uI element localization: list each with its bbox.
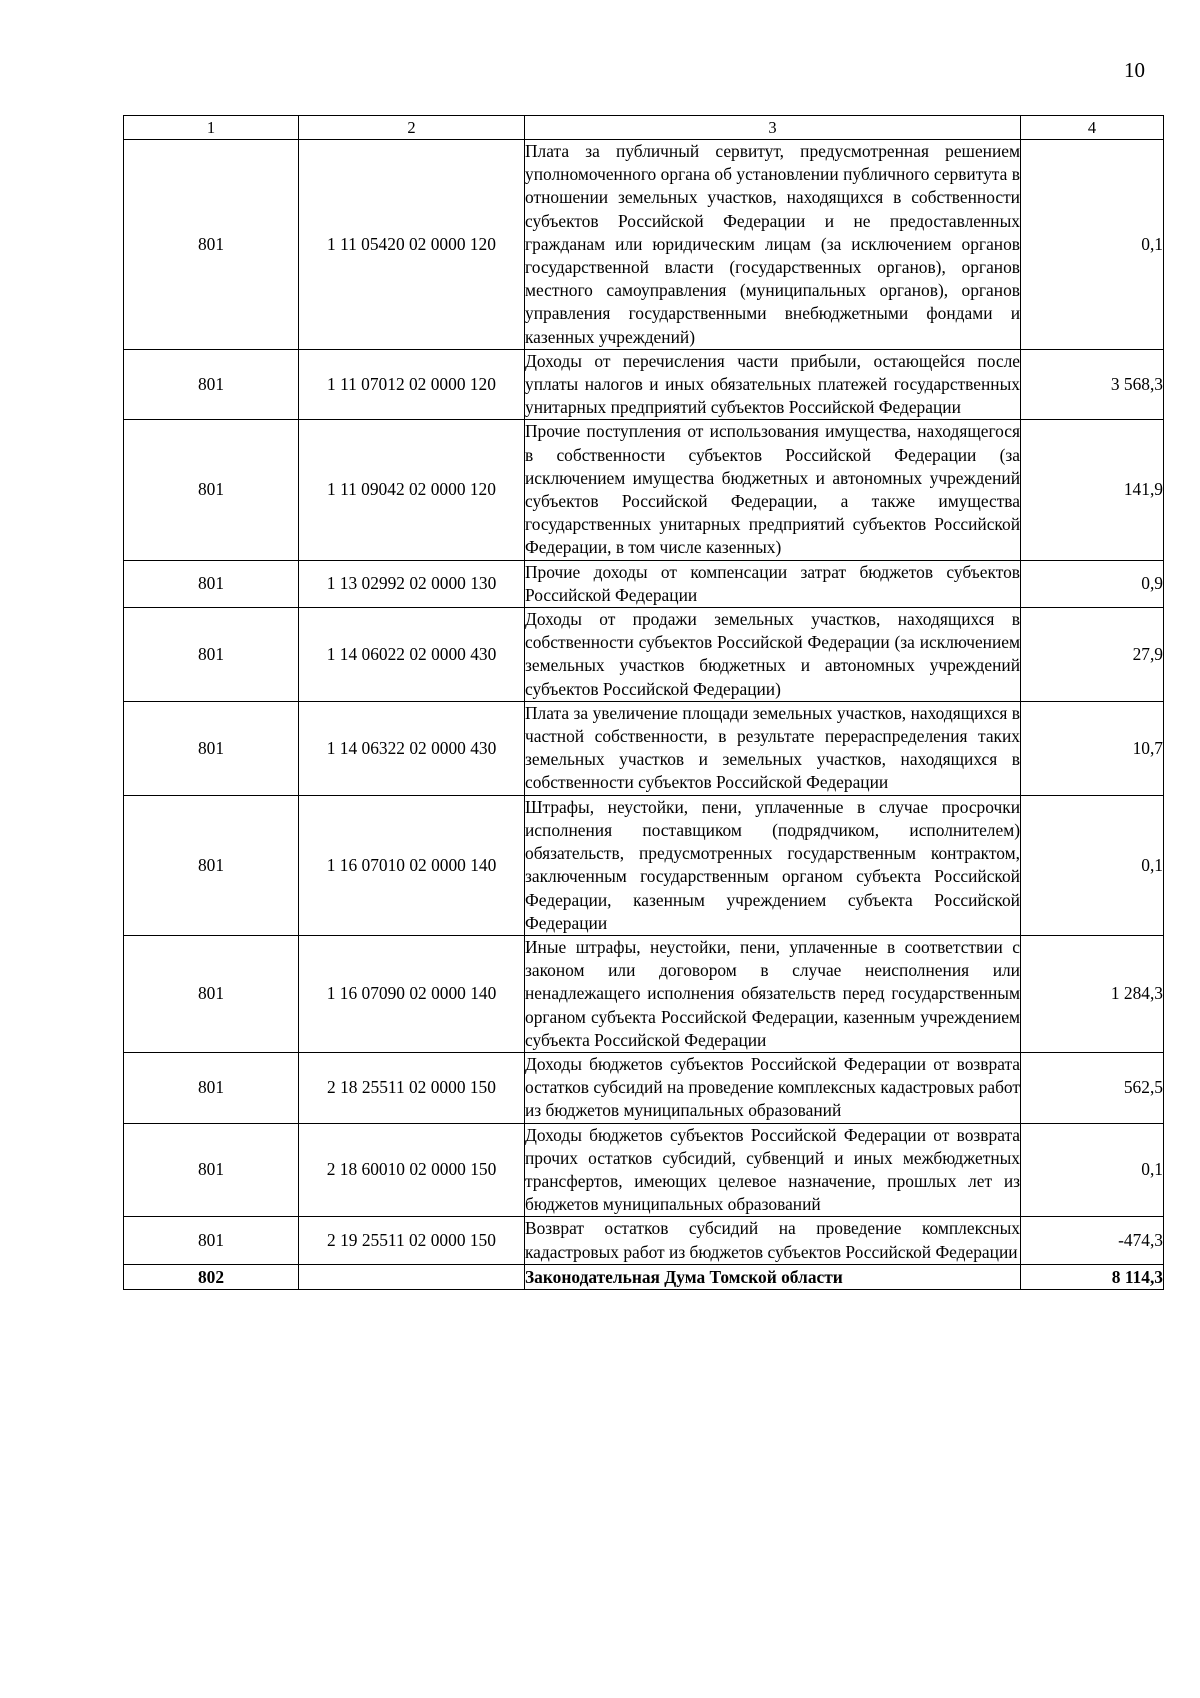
revenue-name-cell: Доходы от продажи земельных участков, находящихся в собственности субъектов Российской Федерации (за исключением земельных участков бюджетных и автономных учреждений субъектов Российской Федерации) [525, 608, 1021, 702]
amount-cell: 10,7 [1021, 701, 1164, 795]
amount-cell: 141,9 [1021, 420, 1164, 560]
budget-code-cell: 1 13 02992 02 0000 130 [299, 560, 525, 607]
amount-cell: 0,1 [1021, 1123, 1164, 1217]
budget-code-cell: 2 18 60010 02 0000 150 [299, 1123, 525, 1217]
amount-cell: 0,1 [1021, 140, 1164, 350]
total-admin-code-cell: 802 [124, 1264, 299, 1289]
admin-code-cell: 801 [124, 140, 299, 350]
column-header-1: 1 [124, 116, 299, 140]
admin-code-cell: 801 [124, 608, 299, 702]
column-header-4: 4 [1021, 116, 1164, 140]
amount-cell: 0,9 [1021, 560, 1164, 607]
page-number: 10 [1124, 58, 1145, 82]
table-row [124, 560, 1164, 607]
column-header-2: 2 [299, 116, 525, 140]
table-row [124, 1052, 1164, 1123]
budget-code-cell: 2 19 25511 02 0000 150 [299, 1217, 525, 1264]
amount-cell: 27,9 [1021, 608, 1164, 702]
table-row [124, 1123, 1164, 1217]
admin-code-cell: 801 [124, 1123, 299, 1217]
revenue-name-cell: Плата за публичный сервитут, предусмотренная решением уполномоченного органа об установлении публичного сервитута в отношении земельных участков, находящихся в собственности субъектов Российской Федерации и не предоставленных гражданам или юридическим лицам (за исключением органов государственной власти (государственных органов), органов местного самоуправления (муниципальных органов), органов управления государственными внебюджетными фондами и казенных учреждений) [525, 140, 1021, 350]
table-row [124, 140, 1164, 350]
table-row [124, 608, 1164, 702]
total-row [124, 1264, 1164, 1289]
revenue-name-cell: Возврат остатков субсидий на проведение комплексных кадастровых работ из бюджетов субъектов Российской Федерации [525, 1217, 1021, 1264]
total-name-cell: Законодательная Дума Томской области [525, 1264, 1021, 1289]
budget-code-cell: 1 11 07012 02 0000 120 [299, 349, 525, 420]
amount-cell: 562,5 [1021, 1052, 1164, 1123]
revenue-name-cell: Плата за увеличение площади земельных участков, находящихся в частной собственности, в результате перераспределения таких земельных участков и земельных участков, находящихся в собственности субъектов Российской Федерации [525, 701, 1021, 795]
table-row [124, 349, 1164, 420]
amount-cell: 0,1 [1021, 795, 1164, 935]
admin-code-cell: 801 [124, 935, 299, 1052]
admin-code-cell: 801 [124, 795, 299, 935]
table-row [124, 935, 1164, 1052]
column-header-3: 3 [525, 116, 1021, 140]
table-row [124, 420, 1164, 560]
budget-code-cell: 1 14 06022 02 0000 430 [299, 608, 525, 702]
budget-code-cell: 1 11 05420 02 0000 120 [299, 140, 525, 350]
budget-code-cell: 1 16 07010 02 0000 140 [299, 795, 525, 935]
revenue-name-cell: Доходы от перечисления части прибыли, остающейся после уплаты налогов и иных обязательных платежей государственных унитарных предприятий субъектов Российской Федерации [525, 349, 1021, 420]
table-row [124, 701, 1164, 795]
amount-cell: -474,3 [1021, 1217, 1164, 1264]
table-header-row [124, 116, 1164, 140]
admin-code-cell: 801 [124, 420, 299, 560]
revenue-name-cell: Доходы бюджетов субъектов Российской Федерации от возврата прочих остатков субсидий, субвенций и иных межбюджетных трансфертов, имеющих целевое назначение, прошлых лет из бюджетов муниципальных образований [525, 1123, 1021, 1217]
admin-code-cell: 801 [124, 560, 299, 607]
amount-cell: 1 284,3 [1021, 935, 1164, 1052]
admin-code-cell: 801 [124, 1217, 299, 1264]
revenue-name-cell: Доходы бюджетов субъектов Российской Федерации от возврата остатков субсидий на проведение комплексных кадастровых работ из бюджетов муниципальных образований [525, 1052, 1021, 1123]
budget-code-cell: 1 16 07090 02 0000 140 [299, 935, 525, 1052]
table-row [124, 795, 1164, 935]
table-row [124, 1217, 1164, 1264]
admin-code-cell: 801 [124, 349, 299, 420]
admin-code-cell: 801 [124, 1052, 299, 1123]
revenue-name-cell: Штрафы, неустойки, пени, уплаченные в случае просрочки исполнения поставщиком (подрядчиком, исполнителем) обязательств, предусмотренных государственным контрактом, заключенным государственным органом субъекта Российской Федерации, казенным учреждением субъекта Российской Федерации [525, 795, 1021, 935]
total-amount-cell: 8 114,3 [1021, 1264, 1164, 1289]
total-budget-code-cell [299, 1264, 525, 1289]
revenue-name-cell: Прочие поступления от использования имущества, находящегося в собственности субъектов Российской Федерации (за исключением имущества бюджетных и автономных учреждений субъектов Российской Федерации, а также имущества государственных унитарных предприятий субъектов Российской Федерации, в том числе казенных) [525, 420, 1021, 560]
budget-code-cell: 1 14 06322 02 0000 430 [299, 701, 525, 795]
budget-code-cell: 1 11 09042 02 0000 120 [299, 420, 525, 560]
revenue-name-cell: Прочие доходы от компенсации затрат бюджетов субъектов Российской Федерации [525, 560, 1021, 607]
budget-code-cell: 2 18 25511 02 0000 150 [299, 1052, 525, 1123]
revenue-table [123, 115, 1164, 1290]
amount-cell: 3 568,3 [1021, 349, 1164, 420]
revenue-name-cell: Иные штрафы, неустойки, пени, уплаченные в соответствии с законом или договором в случае неисполнения или ненадлежащего исполнения обязательств перед государственным органом субъекта Российской Федерации, казенным учреждением субъекта Российской Федерации [525, 935, 1021, 1052]
admin-code-cell: 801 [124, 701, 299, 795]
